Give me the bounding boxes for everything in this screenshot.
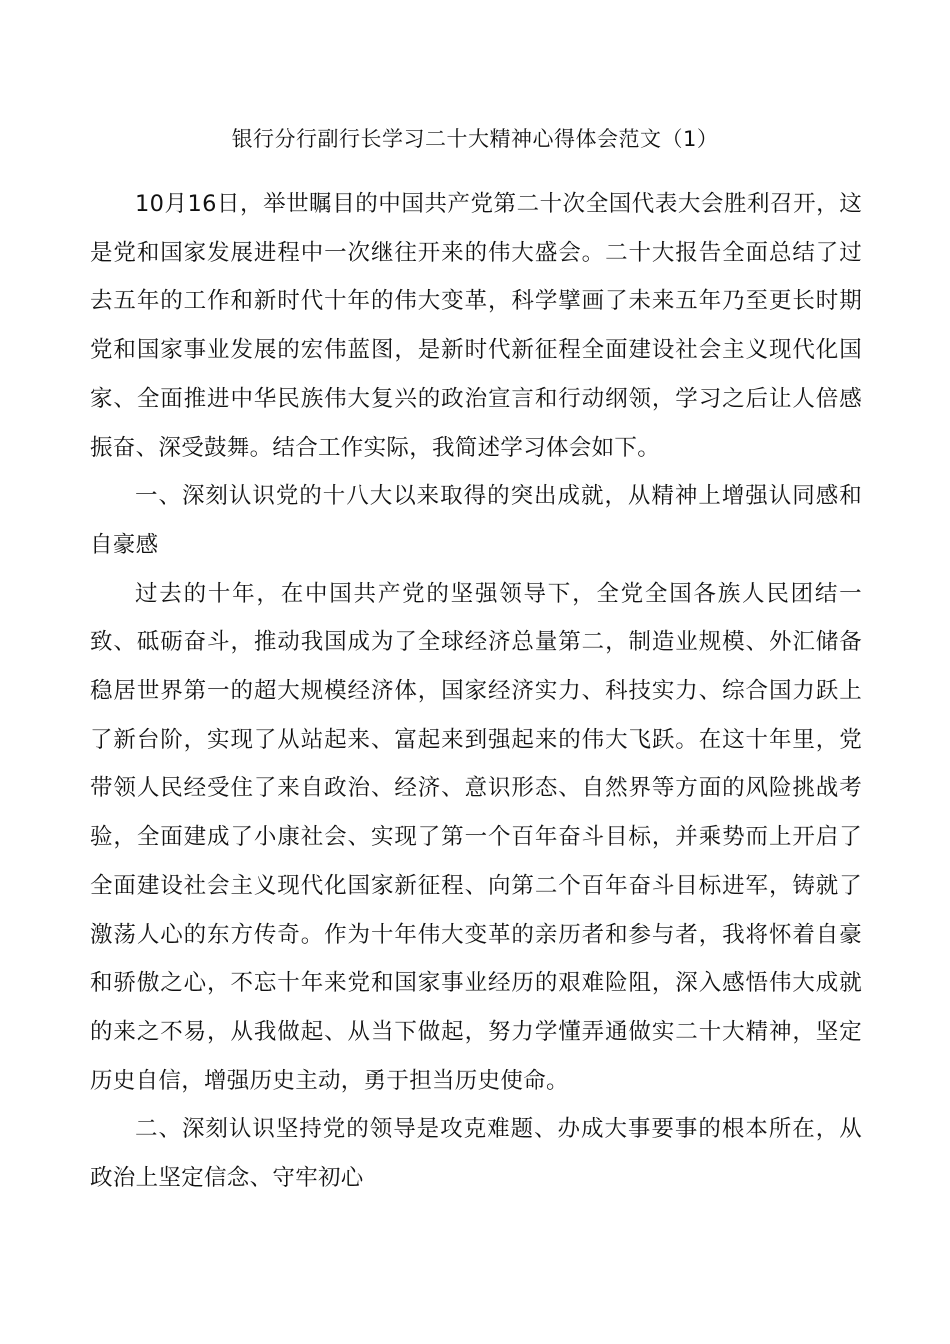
section-heading-two: 二、深刻认识坚持党的领导是攻克难题、办成大事要事的根本所在，从政治上坚定信念、守牢初心 bbox=[90, 1116, 862, 1192]
document-body bbox=[90, 180, 862, 1203]
paragraph-section-one: 过去的十年，在中国共产党的坚强领导下，全党全国各族人民团结一致、砥砺奋斗，推动我国成为了全球经济总量第二，制造业规模、外汇储备稳居世界第一的超大规模经济体，国家经济实力、科技实力、综合国力跃上了新台阶，实现了从站起来、富起来到强起来的伟大飞跃。在这十年里，党带领人民经受住了来自政治、经济、意识形态、自然界等方面的风险挑战考验，全面建成了小康社会、实现了第一个百年奋斗目标，并乘势而上开启了全面建设社会主义现代化国家新征程、向第二个百年奋斗目标进军，铸就了激荡人心的东方传奇。作为十年伟大变革的亲历者和参与者，我将怀着自豪和骄傲之心，不忘十年来党和国家事业经历的艰难险阻，深入感悟伟大成就的来之不易，从我做起、从当下做起，努力学懂弄通做实二十大精神，坚定历史自信，增强历史主动，勇于担当历史使命。 bbox=[90, 580, 862, 1094]
paragraph-intro: 10月16日，举世瞩目的中国共产党第二十次全国代表大会胜利召开，这是党和国家发展进程中一次继往开来的伟大盛会。二十大报告全面总结了过去五年的工作和新时代十年的伟大变革，科学擘画了未来五年乃至更长时期党和国家事业发展的宏伟蓝图，是新时代新征程全面建设社会主义现代化国家、全面推进中华民族伟大复兴的政治宣言和行动纲领，学习之后让人倍感振奋、深受鼓舞。结合工作实际，我简述学习体会如下。 bbox=[90, 191, 862, 461]
document-title: 银行分行副行长学习二十大精神心得体会范文（1） bbox=[231, 127, 719, 151]
section-heading-one: 一、深刻认识党的十八大以来取得的突出成就，从精神上增强认同感和自豪感 bbox=[90, 483, 862, 558]
